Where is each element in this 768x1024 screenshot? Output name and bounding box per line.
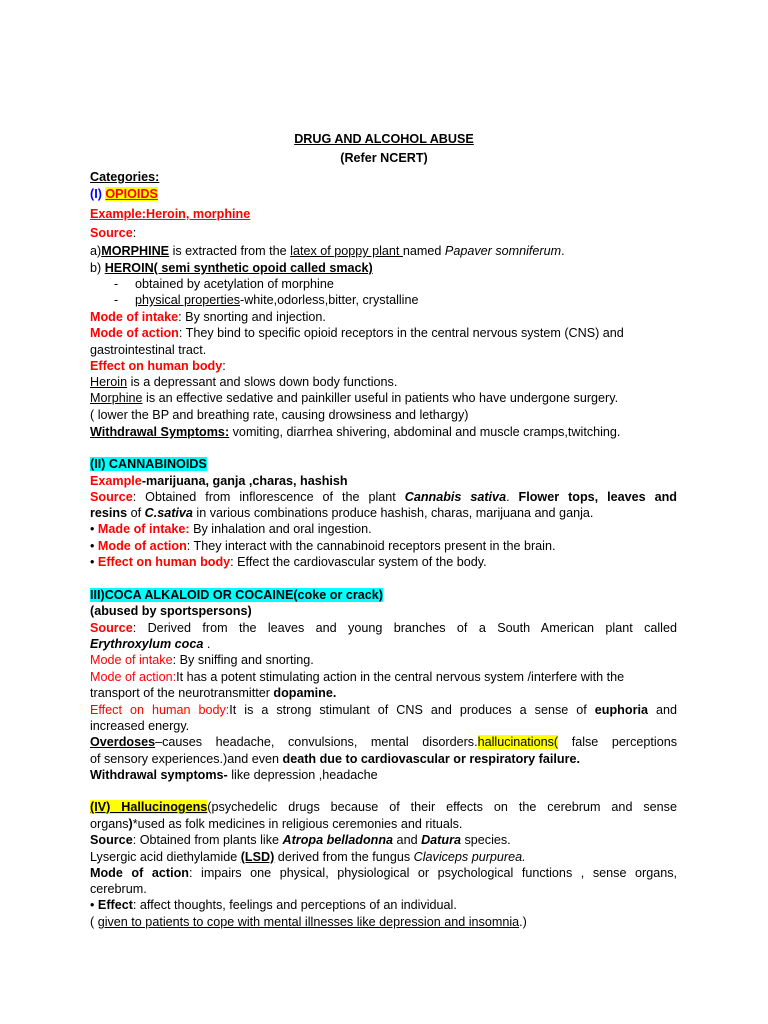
text-run: resins: [90, 506, 128, 520]
text-run: Erythroxylum coca: [90, 637, 204, 651]
cocaine-intake: [90, 652, 677, 668]
text-run: dopamine.: [273, 686, 337, 700]
text-run: Effect on human body: [97, 555, 231, 569]
text-run: Heroin: [90, 375, 128, 389]
text-run: Effect on human body:: [90, 703, 230, 717]
text-run: By inhalation and oral ingestion.: [189, 522, 372, 536]
text-run: OPIOIDS: [105, 187, 158, 201]
text-run: of sensory experiences.)and even: [90, 752, 283, 766]
text-run: : Effect the cardiovascular system of the body.: [230, 555, 487, 569]
hallucinogens-action-cont: cerebrum.: [90, 882, 147, 896]
text-run: C.sativa: [144, 506, 193, 520]
text-run: : impairs one physical, physiological or psychological functions , sense organs,: [188, 866, 677, 880]
cannabinoids-source: [90, 489, 677, 505]
text-run: is a depressant and slows down body functions.: [127, 375, 398, 389]
text-run: (II) CANNABINOIDS: [90, 457, 207, 471]
text-run: Effect: [97, 898, 133, 912]
text-run: .: [561, 244, 565, 258]
text-run: Mode of action: [97, 539, 187, 553]
opioids-heroin-line: [90, 260, 677, 276]
text-run: : Obtained from inflorescence of the plant: [132, 490, 405, 504]
cannabinoids-action: [90, 538, 677, 554]
text-run: : Derived from the leaves and young branches of a South American plant called: [132, 621, 677, 635]
text-run: –causes headache, convulsions, mental disorders.: [155, 735, 478, 749]
text-run: false perceptions: [558, 735, 677, 749]
text-run: Mode of action:: [90, 670, 177, 684]
hallucinogens-action: [90, 865, 677, 881]
text-run: •: [90, 522, 98, 536]
text-run: : By snorting and injection.: [178, 310, 326, 324]
text-run: (IV) Hallucinogens: [90, 800, 208, 814]
text-run: : They bind to specific opioid receptors in the central nervous system (CNS) and: [178, 326, 624, 340]
text-run: DRUG AND ALCOHOL ABUSE: [294, 132, 474, 146]
text-run: a): [90, 244, 102, 258]
text-run: •: [90, 555, 98, 569]
text-run: Mode of intake: [90, 653, 173, 667]
text-run: (LSD): [240, 850, 275, 864]
text-run: :: [222, 359, 226, 373]
opioids-withdrawal: [90, 424, 677, 440]
cocaine-effect: [90, 702, 677, 718]
text-run: Lysergic acid diethylamide: [90, 850, 241, 864]
doc-subtitle: (Refer NCERT): [340, 151, 428, 165]
text-run: Morphine: [90, 391, 143, 405]
text-run: is an effective sedative and painkiller useful in patients who have undergone surgery.: [142, 391, 619, 405]
text-run: hallucinations(: [477, 735, 559, 749]
text-run: : By sniffing and snorting.: [172, 653, 314, 667]
text-run: •: [90, 539, 98, 553]
text-run: latex of: [290, 244, 335, 258]
cocaine-effect-cont: increased energy.: [90, 719, 190, 733]
text-run: given to patients to cope with mental illnesses like depression and insomnia: [97, 915, 520, 929]
opioids-example: Example:Heroin, morphine: [90, 207, 251, 221]
text-run: Source: [90, 621, 133, 635]
cocaine-source: [90, 620, 677, 636]
doc-title: [0, 131, 768, 147]
text-run: MORPHINE: [101, 244, 170, 258]
categories-heading: Categories:: [90, 170, 160, 184]
text-run: poppy plant: [334, 244, 403, 258]
hallucinogens-lsd: [90, 849, 677, 865]
hallucinogens-given: [90, 914, 677, 930]
text-run: *used as folk medicines in religious ceremonies and rituals.: [132, 817, 463, 831]
text-run: vomiting, diarrhea shivering, abdominal and muscle cramps,twitching.: [229, 425, 621, 439]
cannabinoids-example: [90, 473, 677, 489]
hallucinogens-effect: [90, 897, 677, 913]
text-run: : They interact with the cannabinoid receptors present in the brain.: [186, 539, 556, 553]
opioids-morphine-effect: [90, 390, 677, 406]
cocaine-overdose: [90, 734, 677, 750]
text-run: Claviceps purpurea.: [413, 850, 526, 864]
dash-bullet: -: [114, 277, 119, 291]
opioids-morphine-effect-2: ( lower the BP and breathing rate, causing drowsiness and lethargy): [90, 408, 469, 422]
text-run: Made of intake:: [97, 522, 190, 536]
text-run: Source: [90, 833, 133, 847]
hallucinogens-organs: [90, 816, 677, 832]
cocaine-action: [90, 669, 677, 685]
text-run: Source: [90, 226, 133, 240]
text-run: : Obtained from plants like: [132, 833, 283, 847]
opioids-heroin-effect: [90, 374, 677, 390]
opioids-source: [90, 225, 677, 241]
text-run: derived from the fungus: [274, 850, 414, 864]
hallucinogens-source: [90, 832, 677, 848]
text-run: Withdrawal symptoms-: [90, 768, 228, 782]
heroin-sub-1: obtained by acetylation of morphine: [135, 277, 334, 291]
cocaine-abused: (abused by sportspersons): [90, 604, 252, 618]
cocaine-source-cont: [90, 636, 677, 652]
text-run: Flower tops, leaves and: [518, 490, 677, 504]
text-run: Mode of action: [90, 326, 179, 340]
text-run: (: [90, 915, 98, 929]
cocaine-overdose-cont: [90, 751, 677, 767]
text-run: physical properties: [135, 293, 240, 307]
text-run: death due to cardiovascular or respiratory failure.: [282, 752, 580, 766]
cannabinoids-source-cont: [90, 505, 677, 521]
text-run: Papaver somniferum: [444, 244, 562, 258]
text-run: euphoria: [594, 703, 648, 717]
text-run: Overdoses: [90, 735, 156, 749]
text-run: III)COCA ALKALOID OR COCAINE(coke or crack): [90, 588, 383, 602]
text-run: : affect thoughts, feelings and perceptions of an individual.: [132, 898, 457, 912]
opioids-morphine-line: [90, 243, 677, 259]
text-run: ): [128, 817, 133, 831]
text-run: It has a potent stimulating action in the central nervous system /interfere with the: [176, 670, 625, 684]
text-run: Atropa belladonna: [282, 833, 394, 847]
text-run: transport of the neurotransmitter: [90, 686, 274, 700]
text-run: and: [393, 833, 422, 847]
cocaine-withdrawal: [90, 767, 677, 783]
text-run: organs: [90, 817, 129, 831]
cannabinoids-heading: [90, 456, 677, 472]
text-run: Effect on human body: [90, 359, 223, 373]
text-run: Mode of intake: [90, 310, 179, 324]
text-run: Source: [90, 490, 133, 504]
text-run: -white,odorless,bitter, crystalline: [240, 293, 419, 307]
cannabinoids-intake: [90, 521, 677, 537]
text-run: like depression ,headache: [227, 768, 378, 782]
text-run: :: [132, 226, 137, 240]
opioids-intake: [90, 309, 677, 325]
text-run: -marijuana, ganja ,charas, hashish: [141, 474, 348, 488]
opioids-heading: [90, 186, 677, 202]
text-run: named: [402, 244, 445, 258]
text-run: Mode of action: [90, 866, 189, 880]
text-run: .: [203, 637, 211, 651]
text-run: (I): [90, 187, 106, 201]
text-run: Example: [90, 474, 142, 488]
text-run: in various combinations produce hashish, charas, marijuana and ganja.: [192, 506, 594, 520]
opioids-action: [90, 325, 677, 341]
cannabinoids-effect: [90, 554, 677, 570]
text-run: Cannabis sativa: [404, 490, 507, 504]
text-run: b): [90, 261, 105, 275]
cocaine-action-cont: [90, 685, 677, 701]
dash-bullet: -: [114, 293, 119, 307]
text-run: •: [90, 898, 98, 912]
hallucinogens-heading: [90, 799, 677, 815]
text-run: HEROIN( semi synthetic opoid called smack): [104, 261, 373, 275]
opioids-action-cont: gastrointestinal tract.: [90, 343, 207, 357]
text-run: Withdrawal Symptoms:: [90, 425, 230, 439]
text-run: species.: [460, 833, 511, 847]
text-run: .): [519, 915, 527, 929]
text-run: Datura: [421, 833, 461, 847]
text-run: It is a strong stimulant of CNS and produces a sense of: [229, 703, 595, 717]
text-run: .: [506, 490, 519, 504]
text-run: (psychedelic drugs because of their effects on the cerebrum and sense: [207, 800, 677, 814]
cocaine-heading: [90, 587, 677, 603]
heroin-sub-2: [135, 292, 677, 308]
text-run: and: [647, 703, 677, 717]
text-run: of: [127, 506, 145, 520]
text-run: is extracted from the: [169, 244, 291, 258]
opioids-effect: [90, 358, 677, 374]
